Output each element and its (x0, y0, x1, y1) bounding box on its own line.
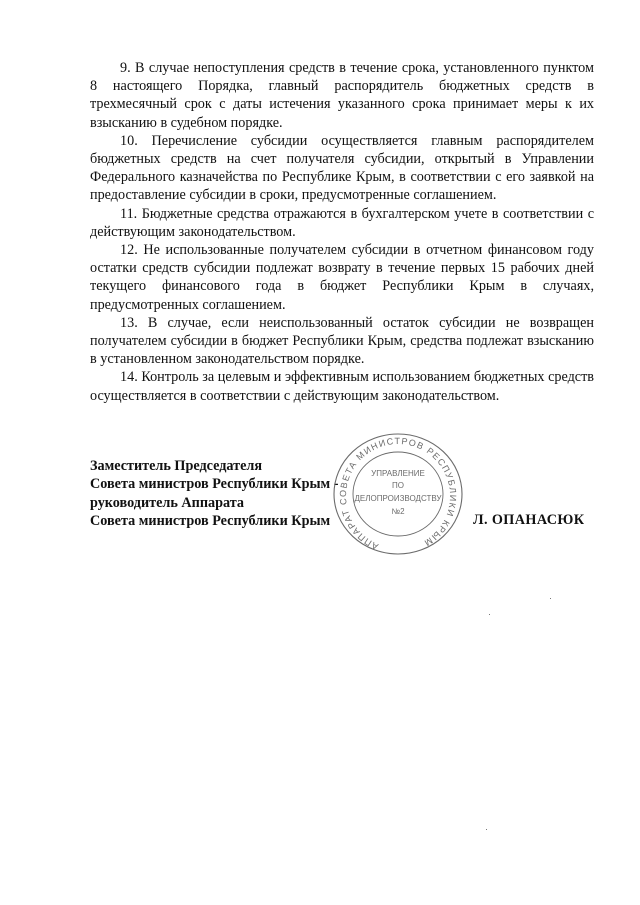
official-stamp (328, 428, 468, 556)
stamp-outer-text: АППАРАТ СОВЕТА МИНИСТРОВ РЕСПУБЛИКИ КРЫМ (337, 435, 459, 552)
paragraph-14: 14. Контроль за целевым и эффективным использованием бюджетных средств осуществляется в соответствии с действующим законодательством. (90, 369, 594, 404)
paragraph-9: 9. В случае непоступления средств в течение срока, установленного пунктом 8 настоящего Порядка, главный распорядитель бюджетных средств в трехмесячный срок с даты истечения указанного срока принимает меры к их взысканию в судебном порядке. (90, 60, 594, 131)
stamp-ink (334, 434, 462, 554)
signature-block (90, 457, 338, 531)
paragraph-12: 12. Не использованные получателем субсидии в отчетном финансовом году остатки средств субсидии подлежат возврату в течение первых 15 рабочих дней текущего финансового года в бюджет Республики Крым в случаях, предусмотренных соглашением. (90, 242, 594, 313)
scan-speck (486, 829, 487, 830)
stamp-inner-line-2: ПО (392, 481, 404, 490)
document-body (90, 59, 594, 405)
signer-name: Л. ОПАНАСЮК (473, 512, 585, 528)
paragraph-13: 13. В случае, если неиспользованный остаток субсидии не возвращен получателем субсидии в бюджет Республики Крым, средства подлежат взысканию в установленном законодательством порядке. (90, 314, 594, 368)
stamp-inner-line-4: №2 (391, 507, 405, 516)
paragraph-10: 10. Перечисление субсидии осуществляется главным распорядителем бюджетных средств на счет получателя субсидии, открытый в Управлении Федерального казначейства по Республике Крым, в соответствии с его заявкой на предоставление субсидии в сроки, предусмотренные соглашением. (90, 132, 594, 204)
scan-speck (489, 614, 490, 615)
signer-title-line-3: руководитель Аппарата (90, 494, 244, 511)
signer-title-line-4: Совета министров Республики Крым (90, 513, 331, 530)
stamp-inner-line-3: ДЕЛОПРОИЗВОДСТВУ (354, 494, 442, 503)
scan-speck (550, 598, 551, 599)
signer-title-line-1: Заместитель Председателя (90, 458, 263, 474)
paragraph-11: 11. Бюджетные средства отражаются в бухгалтерском учете в соответствии с действующим законодательством. (90, 205, 594, 240)
signer-title-line-2: Совета министров Республики Крым - (90, 476, 339, 493)
stamp-inner-line-1: УПРАВЛЕНИЕ (371, 469, 425, 478)
